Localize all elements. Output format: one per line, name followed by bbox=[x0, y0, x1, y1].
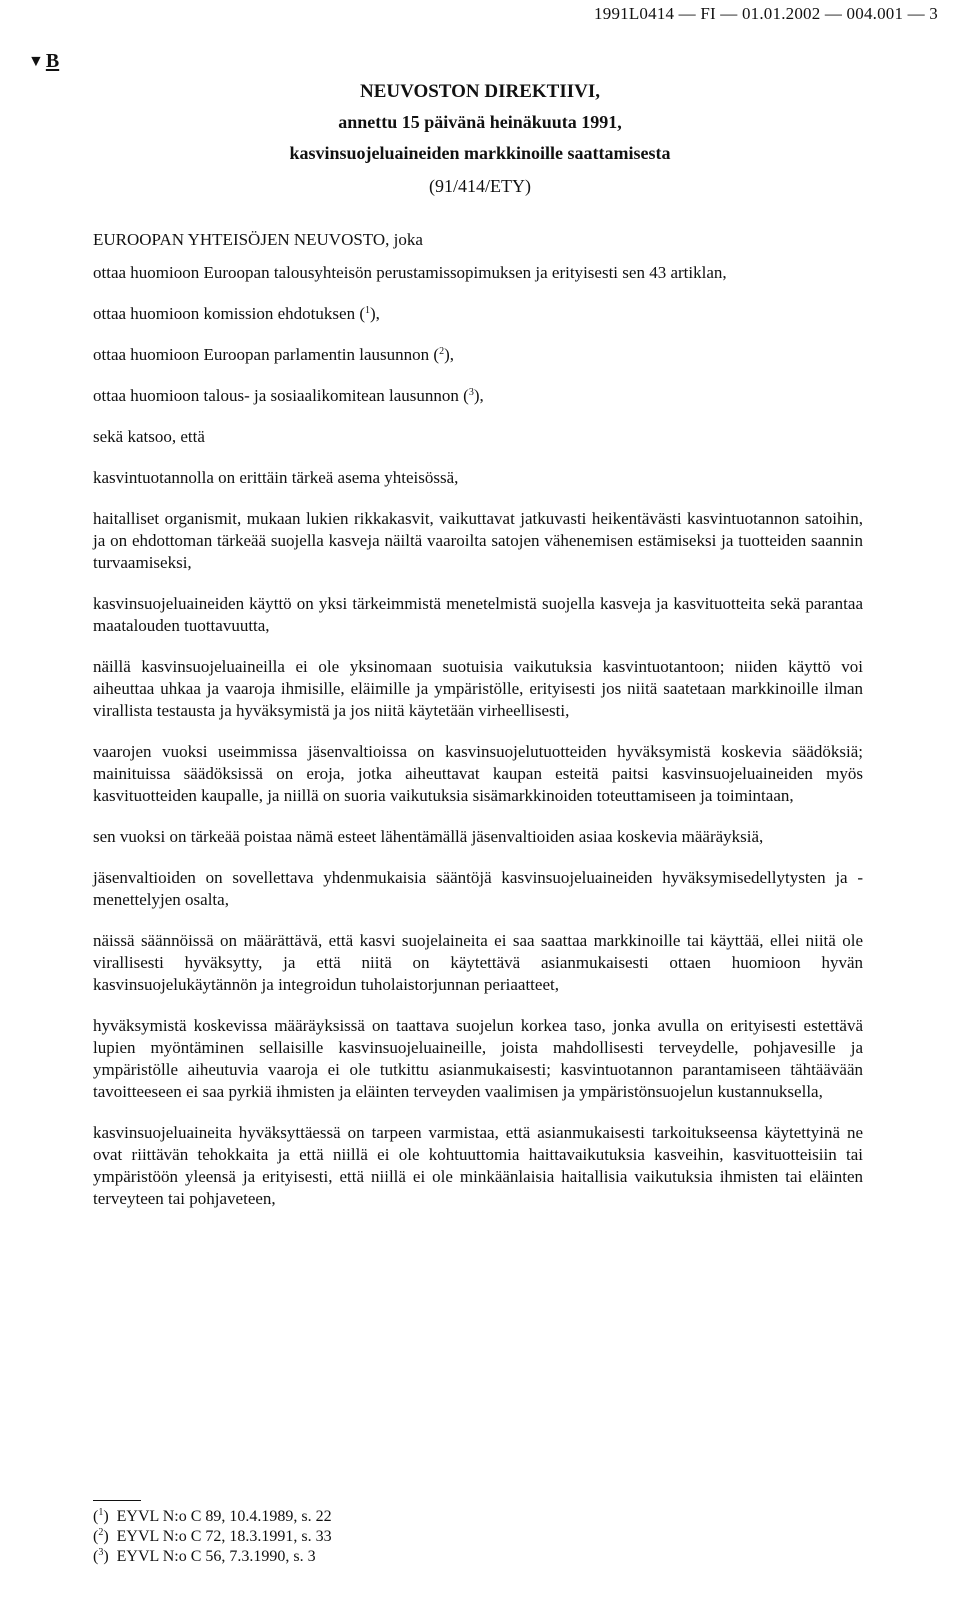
title-line-1: NEUVOSTON DIREKTIIVI, bbox=[360, 81, 600, 102]
recital: kasvinsuojeluaineita hyväksyttäessä on tarpeen varmistaa, että asianmukaisesti tarkoitukseensa käytettyinä ne ovat riittävän tehokkaita ja että niillä ei ole kohtuuttomia haittavaikutuksia kasveihin, kasvituotteisiin tai ympäristöön yleensä ja erityisesti, että niillä ei ole minkäänlaisia haitallisia vaikutuksia ihmisten tai eläinten terveyteen tai pohjaveteen, bbox=[93, 1123, 863, 1208]
footnote: ($^3$) EYVL N:o C 56, 7.3.1990, s. 3 bbox=[93, 1547, 316, 1565]
citation-text: ottaa huomioon talous- ja sosiaalikomitean lausunnon ( bbox=[93, 386, 469, 405]
recital: haitalliset organismit, mukaan lukien rikkakasvit, vaikuttavat jatkuvasti heikentävästi kasvintuotannon satoihin, ja on ehdottoman tärkeää suojella kasveja näiltä vaaroilta satojen vähenemisen estämiseksi ja tuotteiden saannin turvaamiseksi, bbox=[93, 509, 863, 572]
footnote-ref[interactable]: 3 bbox=[468, 387, 474, 398]
celex-number: (91/414/ETY) bbox=[429, 176, 531, 196]
footnote-text: EYVL N:o C 89, 10.4.1989, s. 22 bbox=[116, 1508, 332, 1525]
title-line-2: annettu 15 päivänä heinäkuuta 1991, bbox=[338, 112, 622, 132]
running-header: 1991L0414 — FI — 01.01.2002 — 004.001 — 3 bbox=[594, 4, 938, 23]
document-title bbox=[90, 76, 870, 202]
preamble-intro: EUROOPAN YHTEISÖJEN NEUVOSTO, joka bbox=[93, 230, 423, 249]
citation bbox=[93, 344, 863, 366]
recital: vaarojen vuoksi useimmissa jäsenvaltioissa on kasvinsuojelutuotteiden hyväksymistä koskevia säädöksiä; mainituissa säädöksissä on eroja, jotka aiheuttavat kaupan esteitä paitsi kasvinsuojeluaineiden myös kasvituotteiden kaupalle, ja niillä on suoria vaikutuksia sisämarkkinoiden toteuttamiseen ja toimintaan, bbox=[93, 742, 863, 805]
recital: jäsenvaltioiden on sovellettava yhdenmukaisia sääntöjä kasvinsuojeluaineiden hyväksymisedellytysten ja -menettelyjen osalta, bbox=[93, 868, 863, 909]
footnotes bbox=[93, 1500, 593, 1567]
recital: sen vuoksi on tärkeää poistaa nämä esteet lähentämällä jäsenvaltioiden asiaa koskevia määräyksiä, bbox=[93, 827, 764, 846]
footnote-ref[interactable]: 1 bbox=[364, 305, 370, 316]
footnote-ref[interactable]: 2 bbox=[439, 346, 445, 357]
title-line-3: kasvinsuojeluaineiden markkinoille saattamisesta bbox=[289, 143, 671, 163]
footnote: ($^1$) EYVL N:o C 89, 10.4.1989, s. 22 bbox=[93, 1507, 332, 1525]
citation-close: ), bbox=[369, 304, 380, 323]
recital: kasvinsuojeluaineiden käyttö on yksi tärkeimmistä menetelmistä suojella kasveja ja kasvituotteita sekä parantaa maatalouden tuottavuutta, bbox=[93, 594, 863, 635]
citation-text: ottaa huomioon Euroopan talousyhteisön perustamissopimuksen ja erityisesti sen 43 artiklan, bbox=[93, 263, 727, 282]
citation-text: ottaa huomioon komission ehdotuksen ( bbox=[93, 304, 365, 323]
marker-letter: B bbox=[45, 50, 60, 72]
whereas-intro: sekä katsoo, että bbox=[93, 427, 205, 446]
footnote-number: 2 bbox=[98, 1527, 104, 1538]
recital: näissä säännöissä on määrättävä, että kasvi suojelaineita ei saa saattaa markkinoille tai käyttää, ellei niitä ole virallisesti hyväksytty, ja että niitä on käytettävä asianmukaisesti ottaen huomioon hyvän kasvinsuojelukäytännön ja integroidun tuholaistorjunnan periaatteet, bbox=[93, 931, 863, 994]
citation-close: ), bbox=[444, 345, 454, 364]
triangle-down-icon: ▼ bbox=[28, 52, 44, 70]
recital: näillä kasvinsuojeluaineilla ei ole yksinomaan suotuisia vaikutuksia kasvintuotantoon; niiden käyttö voi aiheuttaa uhkaa ja vaaroja ihmisille, eläimille ja ympäristölle, erityisesti jos niitä saatetaan markkinoille ilman virallista testausta ja hyväksymistä ja jos niitä käytetään virheellisesti, bbox=[93, 657, 863, 720]
citation-close: ), bbox=[473, 386, 484, 405]
citation bbox=[93, 303, 863, 325]
citation-text: ottaa huomioon Euroopan parlamentin lausunnon ( bbox=[93, 345, 440, 364]
consolidation-marker[interactable] bbox=[28, 50, 59, 73]
footnote-text: EYVL N:o C 72, 18.3.1991, s. 33 bbox=[116, 1528, 332, 1545]
footnote: ($^2$) EYVL N:o C 72, 18.3.1991, s. 33 bbox=[93, 1527, 332, 1545]
recital: kasvintuotannolla on erittäin tärkeä asema yhteisössä, bbox=[93, 468, 459, 487]
document-body bbox=[93, 229, 863, 1229]
footnote-divider bbox=[93, 1500, 141, 1501]
footnote-text: EYVL N:o C 56, 7.3.1990, s. 3 bbox=[116, 1548, 316, 1565]
footnote-number: 3 bbox=[98, 1547, 104, 1558]
footnote-number: 1 bbox=[98, 1507, 104, 1518]
recital: hyväksymistä koskevissa määräyksissä on taattava suojelun korkea taso, jonka avulla on erityisesti estettävä lupien myöntäminen sellaisille kasvinsuojeluaineille, joista mahdollisesti terveydelle, pohjavesille ja ympäristölle aiheutuvia vaaroja ei ole tutkittu asianmukaisesti; kasvintuotannon parantamiseen tähtäävään tavoitteeseen ei saa pyrkiä ihmisten ja eläinten terveyden vaalimisen ja ympäristönsuojelun kustannuksella, bbox=[93, 1016, 863, 1101]
citation bbox=[93, 385, 863, 407]
citation bbox=[93, 262, 863, 284]
